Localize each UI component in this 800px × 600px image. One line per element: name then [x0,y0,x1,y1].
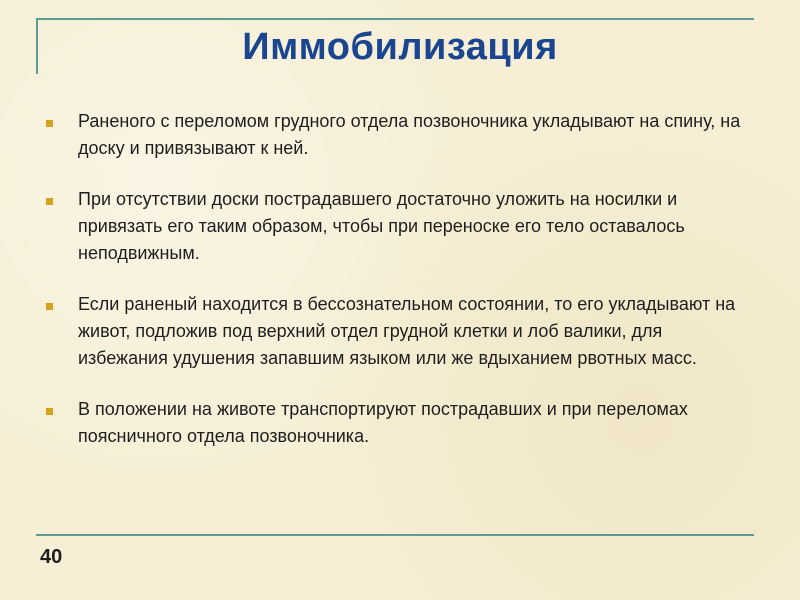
bullet-item [44,186,744,267]
bullet-item [44,108,744,162]
bottom-divider-line [36,534,754,536]
slide-title: Иммобилизация [242,26,558,68]
bullet-text: Раненого с переломом грудного отдела позвоночника укладывают на спину, на доску и привязывают к ней. [78,111,741,158]
bullet-text: Если раненый находится в бессознательном состоянии, то его укладывают на живот, подложив под верхний отдел грудной клетки и лоб валики, для избежания удушения запавшим языком или же вдыханием рвотных масс. [78,294,736,368]
top-divider-line [36,18,754,20]
slide-page-number: 40 [40,546,63,568]
bullet-text: При отсутствии доски пострадавшего достаточно уложить на носилки и привязать его таким образом, чтобы при переноске его тело оставалось неподвижным. [78,189,685,263]
bullet-item [44,396,744,450]
square-bullet-icon [46,303,53,310]
square-bullet-icon [46,120,53,127]
square-bullet-icon [46,198,53,205]
bullet-list [44,108,744,474]
square-bullet-icon [46,408,53,415]
bullet-text: В положении на животе транспортируют пострадавших и при переломах поясничного отдела позвоночника. [78,399,688,446]
bullet-item [44,291,744,372]
